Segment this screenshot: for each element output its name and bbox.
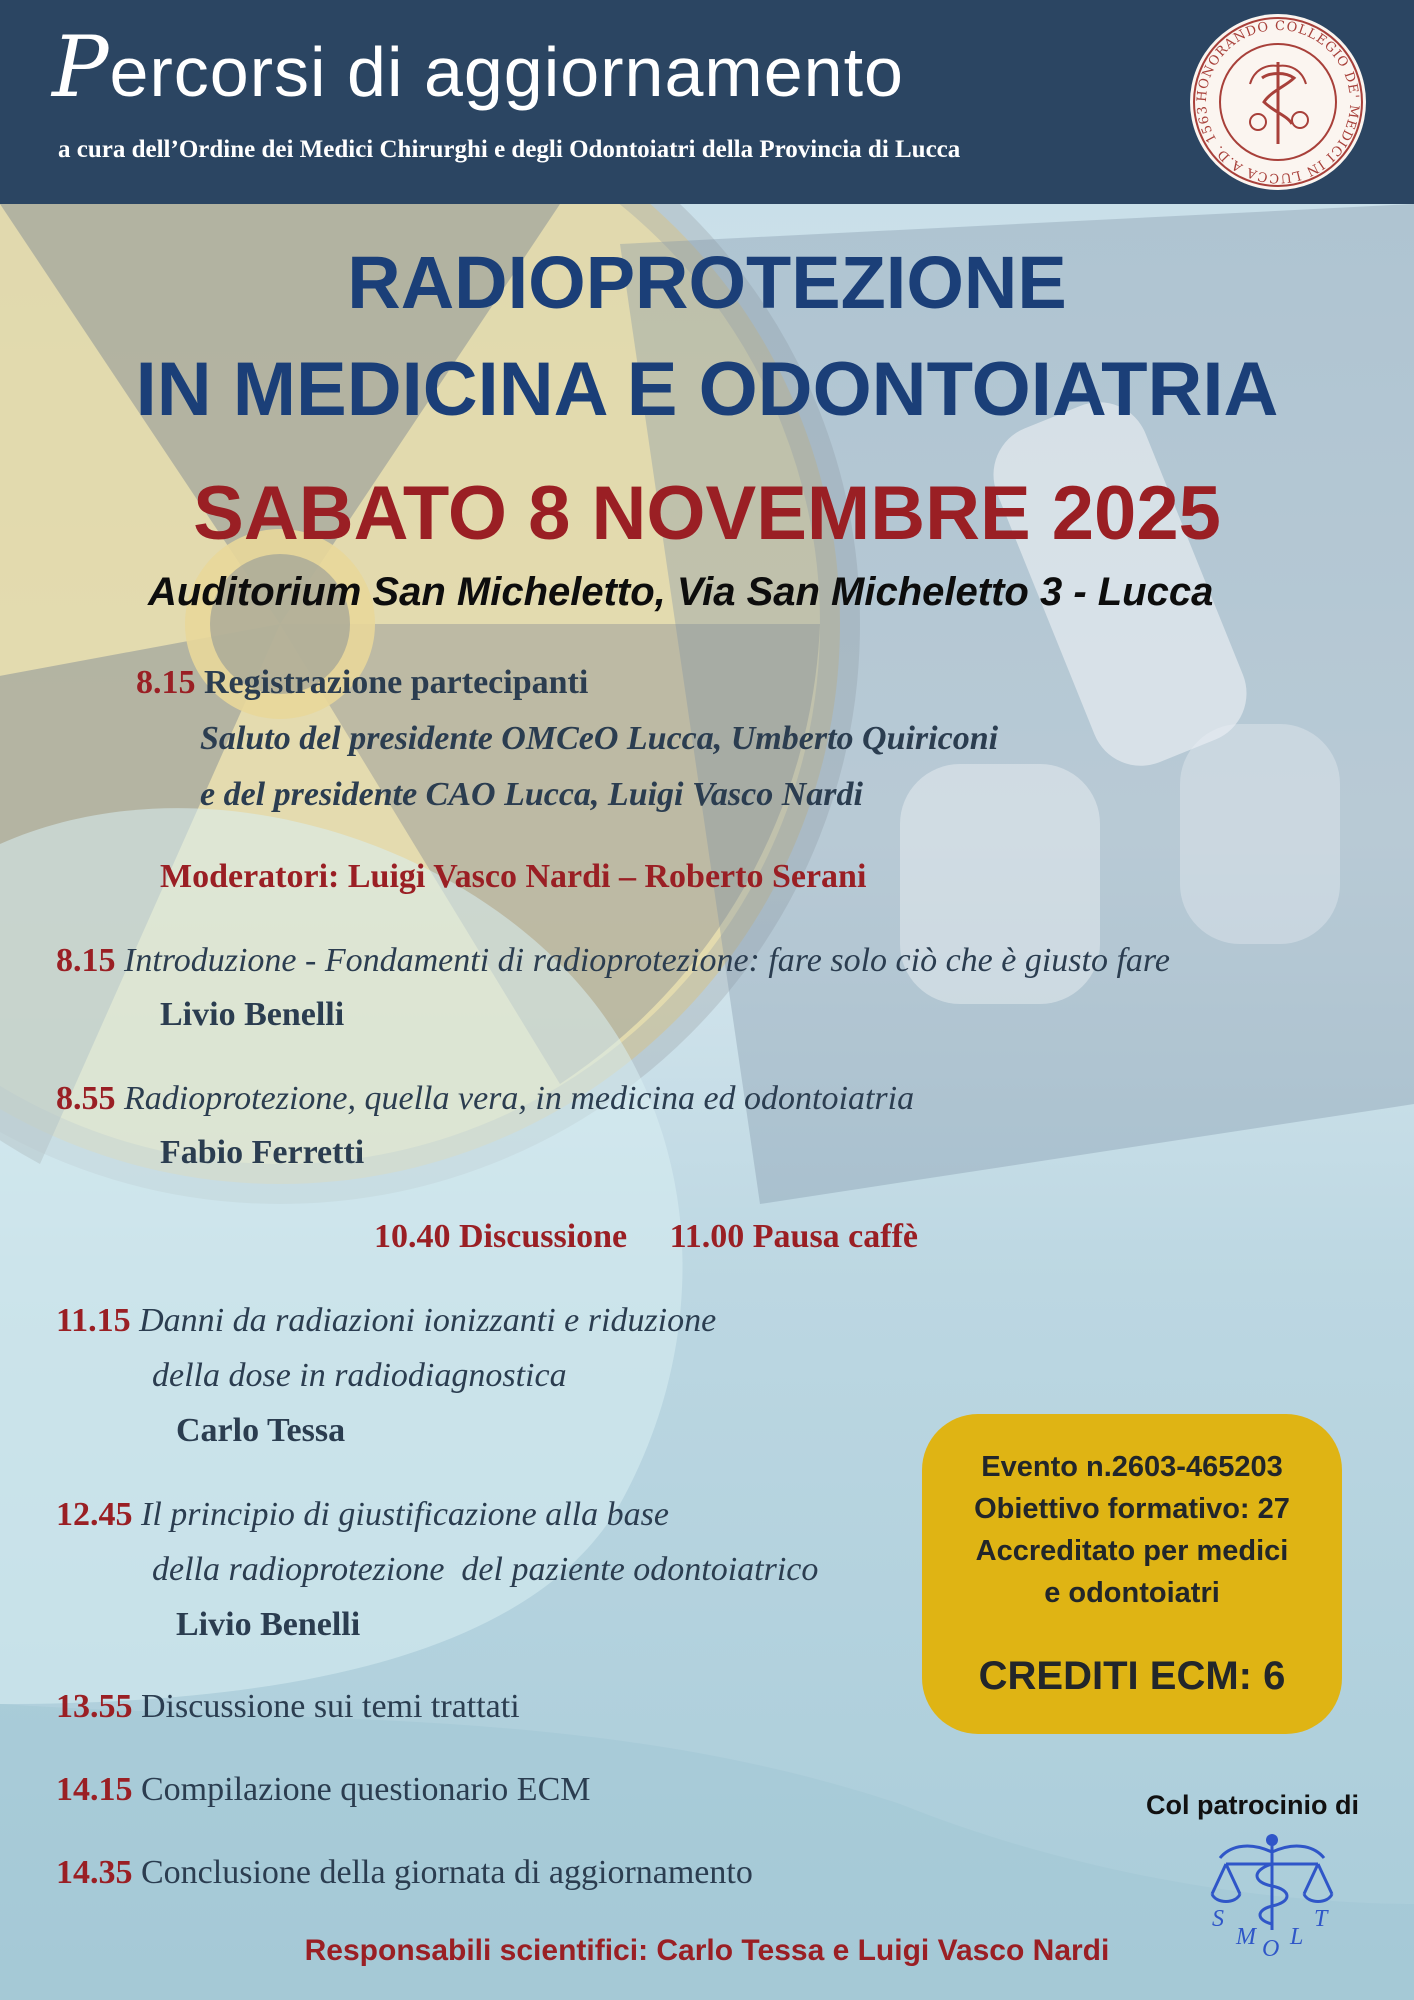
talk1-speaker: Livio Benelli (160, 996, 345, 1033)
registration-label: Registrazione partecipanti (204, 664, 589, 701)
ecm-info-box (922, 1414, 1342, 1734)
greeting-line2: e del presidente CAO Lucca, Luigi Vasco Nardi (200, 776, 863, 813)
event-number: Evento n.2603-465203 (981, 1451, 1283, 1483)
event-title-line1: RADIOPROTEZIONE (347, 241, 1067, 324)
accreditation-line1: Accreditato per medici (975, 1535, 1289, 1567)
item7-row (56, 1854, 753, 1892)
talk2-row (56, 1080, 914, 1118)
scientific-directors: Responsabili scientifici: Carlo Tessa e Luigi Vasco Nardi (304, 1934, 1110, 1967)
talk3-time: 11.15 (56, 1302, 131, 1339)
series-title-initial: P (52, 18, 110, 116)
smolt-letter-t: T (1314, 1906, 1328, 1932)
registration-row (136, 664, 588, 702)
series-title-rest: ercorsi di aggiornamento (109, 33, 904, 111)
talk4-title-line2: della radioprotezione del paziente odontoiatrico (152, 1551, 819, 1588)
talk3-title-line2: della dose in radiodiagnostica (152, 1357, 567, 1394)
event-title-line2: IN MEDICINA E ODONTOIATRIA (135, 347, 1279, 432)
item5-time: 13.55 (56, 1688, 133, 1725)
item5-row (56, 1688, 520, 1726)
talk4-row (56, 1496, 669, 1534)
accreditation-line2: e odontoiatri (1044, 1577, 1220, 1609)
moderators: Moderatori: Luigi Vasco Nardi – Roberto Serani (160, 858, 867, 895)
item7-label: Conclusione della giornata di aggiornamento (141, 1854, 753, 1891)
training-objective: Obiettivo formativo: 27 (974, 1493, 1290, 1525)
smolt-letter-l: L (1290, 1924, 1304, 1950)
talk3-title-line1: Danni da radiazioni ionizzanti e riduzione (139, 1302, 717, 1339)
talk1-title: Introduzione - Fondamenti di radioprotezione: fare solo ciò che è giusto fare (124, 942, 1170, 979)
talk2-speaker: Fabio Ferretti (160, 1134, 365, 1171)
ecm-credits: CREDITI ECM: 6 (978, 1654, 1286, 1698)
talk2-time: 8.55 (56, 1080, 116, 1117)
smolt-letter-m: M (1236, 1924, 1256, 1950)
talk1-time: 8.15 (56, 942, 116, 979)
patronage-label: Col patrocinio di (1146, 1790, 1359, 1820)
smolt-letter-s: S (1212, 1906, 1224, 1932)
event-venue: Auditorium San Micheletto, Via San Micheletto 3 - Lucca (148, 570, 1214, 614)
talk4-time: 12.45 (56, 1496, 133, 1533)
series-title (52, 18, 904, 116)
event-date: SABATO 8 NOVEMBRE 2025 (193, 471, 1221, 556)
talk3-speaker: Carlo Tessa (176, 1412, 346, 1449)
talk4-speaker: Livio Benelli (176, 1606, 361, 1643)
talk1-row (56, 942, 1170, 980)
item6-label: Compilazione questionario ECM (141, 1771, 591, 1808)
seal-text: HONORANDO COLLEGIO DE' MEDICI IN LUCCA A.D. 1563 (1194, 18, 1362, 186)
series-subtitle: a cura dell’Ordine dei Medici Chirurghi e degli Odontoiatri della Provincia di Lucca (58, 136, 961, 163)
header-banner (0, 0, 1414, 204)
item7-time: 14.35 (56, 1854, 133, 1891)
greeting-line1: Saluto del presidente OMCeO Lucca, Umberto Quiriconi (200, 720, 999, 757)
item6-time: 14.15 (56, 1771, 133, 1808)
medical-college-seal-logo (1184, 12, 1372, 192)
item6-row (56, 1771, 591, 1809)
talk4-title-line1: Il principio di giustificazione alla base (141, 1496, 669, 1533)
smolt-letter-o: O (1262, 1936, 1280, 1960)
talk3-row (56, 1302, 716, 1340)
registration-time: 8.15 (136, 664, 196, 701)
break-line: 10.40 Discussione 11.00 Pausa caffè (374, 1218, 918, 1255)
item5-label: Discussione sui temi trattati (141, 1688, 520, 1725)
talk2-title: Radioprotezione, quella vera, in medicina ed odontoiatria (124, 1080, 915, 1117)
